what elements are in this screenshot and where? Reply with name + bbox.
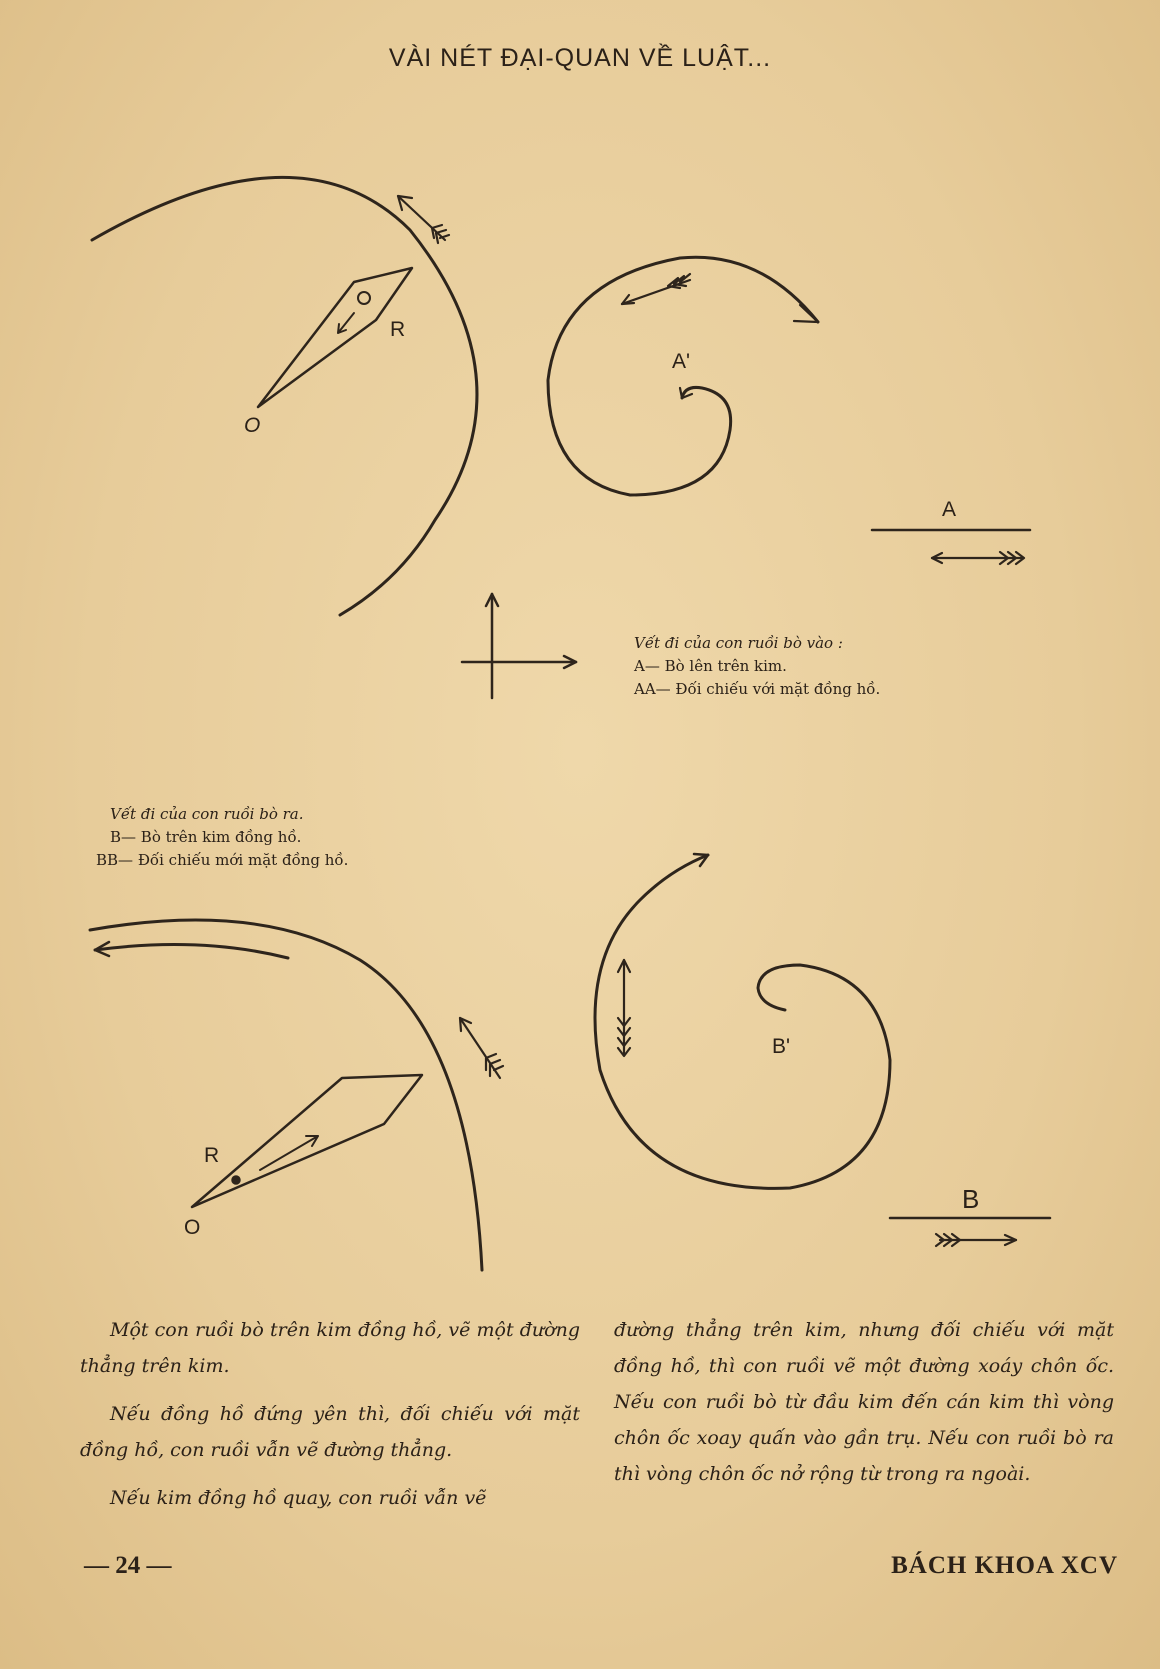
dial-arrow-top — [398, 196, 449, 243]
caption-inward — [634, 632, 880, 701]
caption-outward — [96, 803, 348, 872]
body-left-paragraph-1: Một con ruồi bò trên kim đồng hồ, vẽ một đường thẳng trên kim. — [80, 1319, 580, 1377]
label-o-bottom: O — [184, 1216, 201, 1239]
clock-dial-arc-bottom — [90, 920, 482, 1270]
dial-top-arrow-bottom — [95, 945, 288, 958]
body-right-paragraph: đường thẳng trên kim, nhưng đối chiếu với mặt đồng hồ, thì con ruồi vẽ một đường xoáy chôn ốc. Nếu con ruồi bò từ đầu kim đến cán kim thì vòng chôn ốc xoay quấn vào gần trụ. Nếu con ruồi bò ra thì vòng chôn ốc nở rộng từ trong ra ngoài. — [614, 1319, 1114, 1485]
caption-outward-title: Vết đi của con ruồi bò ra. — [110, 805, 304, 823]
caption-inward-line-a: A— Bò lên trên kim. — [634, 657, 787, 675]
magazine-issue: BÁCH KHOA XCV — [891, 1552, 1118, 1579]
body-right-column — [614, 1312, 1114, 1504]
label-b-prime: B' — [772, 1035, 791, 1058]
arrow-b — [936, 1234, 1016, 1246]
axis-cross — [462, 594, 576, 698]
label-b: B — [962, 1184, 980, 1214]
label-r-bottom: R — [204, 1144, 220, 1167]
clock-hand-bottom — [192, 1075, 422, 1207]
caption-inward-title: Vết đi của con ruồi bò vào : — [634, 634, 843, 652]
spiral-inward-arrow — [622, 274, 690, 304]
label-o-top: O — [244, 414, 261, 437]
label-a: A — [942, 498, 957, 521]
clock-dial-arc-top — [92, 177, 477, 615]
caption-outward-line-bb: BB— Đối chiếu mới mặt đồng hồ. — [96, 851, 349, 869]
body-left-paragraph-3: Nếu kim đồng hồ quay, con ruồi vẫn vẽ — [110, 1487, 487, 1509]
caption-inward-line-aa: AA— Đối chiếu với mặt đồng hồ. — [634, 680, 881, 698]
clock-hand-top — [258, 268, 412, 407]
page-number: — 24 — — [84, 1552, 172, 1579]
spiral-outward-arrow — [618, 960, 630, 1056]
body-left-column — [80, 1312, 580, 1528]
spiral-inward — [548, 257, 818, 495]
body-left-paragraph-2: Nếu đồng hồ đứng yên thì, đối chiếu với mặt đồng hồ, con ruồi vẫn vẽ đường thẳng. — [80, 1403, 580, 1461]
label-a-prime: A' — [672, 350, 691, 373]
label-r-top: R — [390, 318, 406, 341]
page-header: VÀI NÉT ĐẠI-QUAN VỀ LUẬT... — [388, 44, 772, 72]
dial-arrow-bottom — [460, 1018, 503, 1078]
spiral-outward — [595, 855, 890, 1188]
caption-outward-line-b: B— Bò trên kim đồng hồ. — [110, 828, 302, 846]
arrow-a — [932, 552, 1024, 564]
